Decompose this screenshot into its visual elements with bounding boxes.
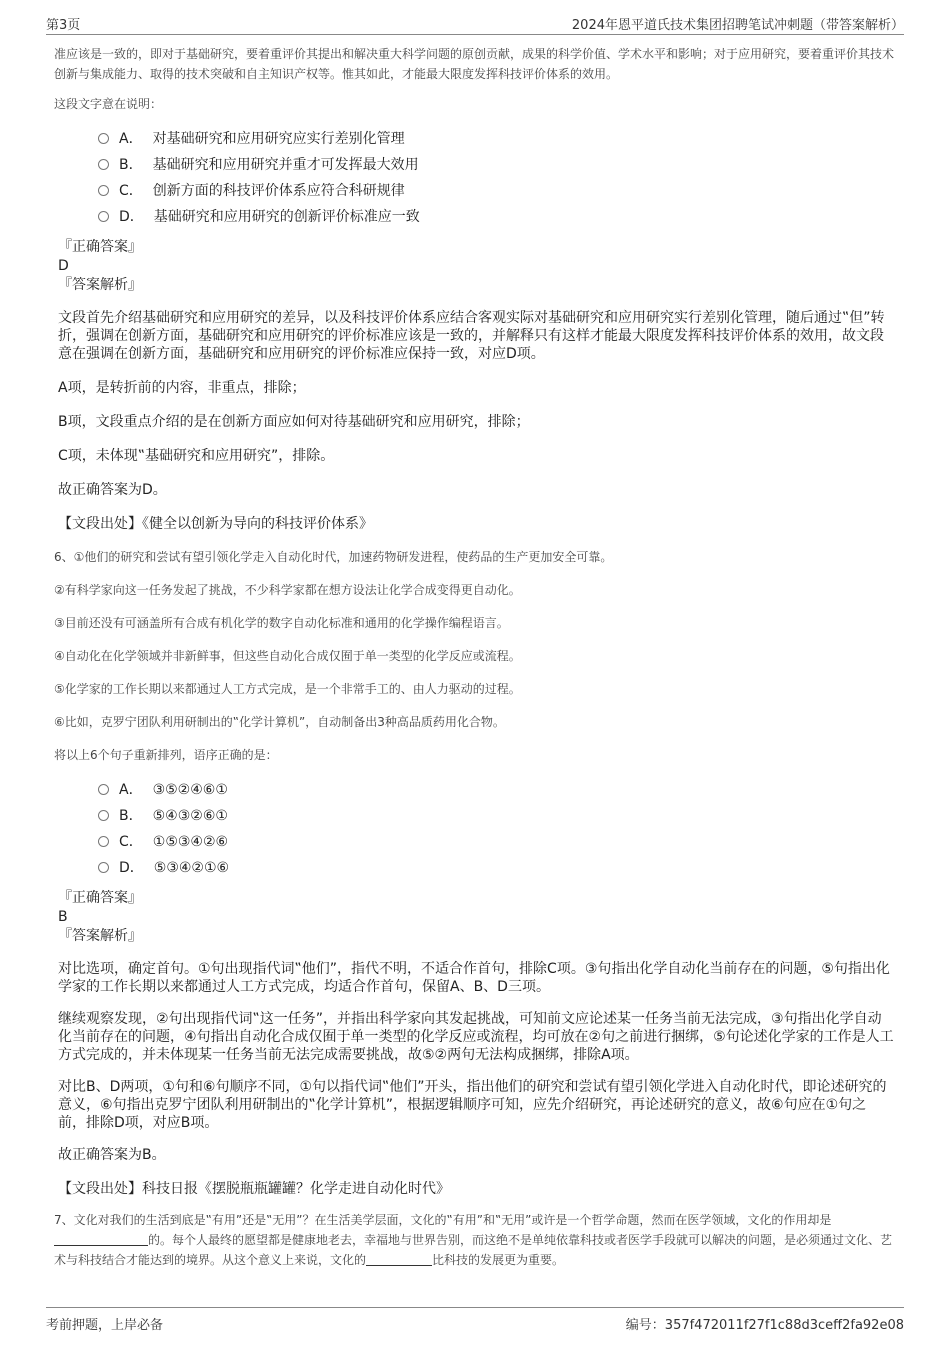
radio-icon[interactable] <box>98 133 109 144</box>
q5-analysis-para: C项，未体现‟基础研究和应用研究”，排除。 <box>58 448 335 464</box>
q5-analysis-para: B项，文段重点介绍的是在创新方面应如何对待基础研究和应用研究，排除； <box>58 414 530 430</box>
q6-stem: 将以上6个句子重新排列，语序正确的是： <box>54 748 278 762</box>
radio-icon[interactable] <box>98 211 109 222</box>
page-header <box>46 12 904 35</box>
q6-option-b[interactable]: B． ⑤④③②⑥① <box>98 803 894 829</box>
q5-analysis-para: 故正确答案为D。 <box>58 482 167 498</box>
q6-sentence: 6、①他们的研究和尝试有望引领化学走入自动化时代，加速药物研发进程，使药品的生产更加安全可靠。 <box>54 550 613 564</box>
radio-icon[interactable] <box>98 159 109 170</box>
q5-option-c[interactable]: C． 创新方面的科技评价体系应符合科研规律 <box>98 178 894 204</box>
q6-option-a[interactable]: A． ③⑤②④⑥① <box>98 777 894 803</box>
q5-option-a[interactable]: A． 对基础研究和应用研究应实行差别化管理 <box>98 126 894 152</box>
radio-icon[interactable] <box>98 862 109 873</box>
page-number: 第3页 <box>46 18 81 33</box>
radio-icon[interactable] <box>98 836 109 847</box>
page-footer <box>46 1307 904 1332</box>
q6-source: 【文段出处】科技日报《摆脱瓶瓶罐罐？化学走进自动化时代》 <box>58 1181 450 1197</box>
q6-option-d[interactable]: D． ⑤③④②①⑥ <box>98 855 894 881</box>
q6-sentence: ②有科学家向这一任务发起了挑战，不少科学家都在想方设法让化学合成变得更自动化。 <box>54 583 521 597</box>
q6-answer: B <box>58 909 68 925</box>
q5-stem: 这段文字意在说明： <box>54 97 163 111</box>
q6-analysis-para: 故正确答案为B。 <box>58 1147 166 1163</box>
q6-sentence: ⑤化学家的工作长期以来都通过人工方式完成，是一个非常手工的、由人力驱动的过程。 <box>54 682 521 696</box>
q5-options <box>98 126 894 230</box>
q5-option-d[interactable]: D． 基础研究和应用研究的创新评价标准应一致 <box>98 204 894 230</box>
q5-answer: D <box>58 258 69 274</box>
q6-analysis-para: 对比选项，确定首句。①句出现指代词‟他们”，指代不明，不适合作首句，排除C项。③句指出化学自动化当前存在的问题，⑤句指出化学家的工作长期以来都通过人工方式完成，均适合作首句，保留A、B、D三项。 <box>58 961 890 995</box>
q6-options <box>98 777 894 881</box>
q5-analysis-tag: 『答案解析』 <box>58 277 142 293</box>
q6-analysis-para: 对比B、D两项，①句和⑥句顺序不同，①句以指代词‟他们”开头，指出他们的研究和尝试有望引领化学进入自动化时代，即论述研究的意义，⑥句指出克罗宁团队利用研制出的‟化学计算机”，根据逻辑顺序可知，应先介绍研究，再论述研究的意义，故⑥句应在①句之前，排除D项，对应B项。 <box>58 1079 887 1131</box>
q6-sentence: ③目前还没有可涵盖所有合成有机化学的数字自动化标准和通用的化学操作编程语言。 <box>54 616 509 630</box>
q5-analysis-para: 文段首先介绍基础研究和应用研究的差异，以及科技评价体系应结合客观实际对基础研究和应用研究实行差别化管理，随后通过‟但”转折，强调在创新方面，基础研究和应用研究的评价标准应该是一致的，并解释只有这样才能最大限度发挥科技评价体系的效用，故文段意在强调在创新方面，基础研究和应用研究的评价标准应保持一致，对应D项。 <box>58 310 885 362</box>
q5-source: 【文段出处】《健全以创新为导向的科技评价体系》 <box>58 516 373 532</box>
q6-answer-tag: 『正确答案』 <box>58 890 142 906</box>
document-title: 2024年恩平道氏技术集团招聘笔试冲刺题（带答案解析） <box>571 18 904 33</box>
footer-slogan: 考前押题，上岸必备 <box>46 1318 164 1333</box>
radio-icon[interactable] <box>98 810 109 821</box>
fill-blank[interactable] <box>366 1253 432 1266</box>
radio-icon[interactable] <box>98 784 109 795</box>
q7-passage: 7、文化对我们的生活到底是‟有用”还是‟无用”？在生活美学层面，文化的‟有用”和‟无用”或许是一个哲学命题，然而在医学领域，文化的作用却是的。每个人最终的愿望都是健康地老去，幸福地与世界告别，而这绝不是单纯依靠科技或者医学手段就可以解决的问题，是必须通过文化、艺术与科技结合才能达到的境界。从这个意义上来说，文化的 比科技的发展更为重要。 <box>54 1213 893 1267</box>
radio-icon[interactable] <box>98 185 109 196</box>
q6-sentence: ④自动化在化学领域并非新鲜事，但这些自动化合成仅囿于单一类型的化学反应或流程。 <box>54 649 521 663</box>
q6-analysis-para: 继续观察发现，②句出现指代词‟这一任务”，并指出科学家向其发起挑战，可知前文应论述某一任务当前无法完成，③句指出化学自动化当前存在的问题，④句指出自动化合成仅囿于单一类型的化学反应或流程，均可放在②句之前进行捆绑，⑤句论述化学家的工作是人工方式完成的，并未体现某一任务当前无法完成需要挑战，故⑤②两句无法构成捆绑，排除A项。 <box>58 1011 894 1063</box>
q5-option-b[interactable]: B． 基础研究和应用研究并重才可发挥最大效用 <box>98 152 894 178</box>
q6-option-c[interactable]: C． ①⑤③④②⑥ <box>98 829 894 855</box>
q5-passage: 准应该是一致的，即对于基础研究，要着重评价其提出和解决重大科学问题的原创贡献，成果的科学价值、学术水平和影响；对于应用研究，要着重评价其技术创新与集成能力、取得的技术突破和自主知识产权等。惟其如此，才能最大限度发挥科技评价体系的效用。 <box>54 47 895 81</box>
q5-answer-tag: 『正确答案』 <box>58 239 142 255</box>
q6-sentence: ⑥比如，克罗宁团队利用研制出的‟化学计算机”，自动制备出3种高品质药用化合物。 <box>54 715 505 729</box>
document-serial: 编号：357f472011f27f1c88d3ceff2fa92e08 <box>625 1318 904 1333</box>
q6-analysis-tag: 『答案解析』 <box>58 928 142 944</box>
fill-blank[interactable] <box>54 1233 148 1246</box>
q5-analysis-para: A项，是转折前的内容，非重点，排除； <box>58 380 306 396</box>
document-body <box>54 44 894 1270</box>
